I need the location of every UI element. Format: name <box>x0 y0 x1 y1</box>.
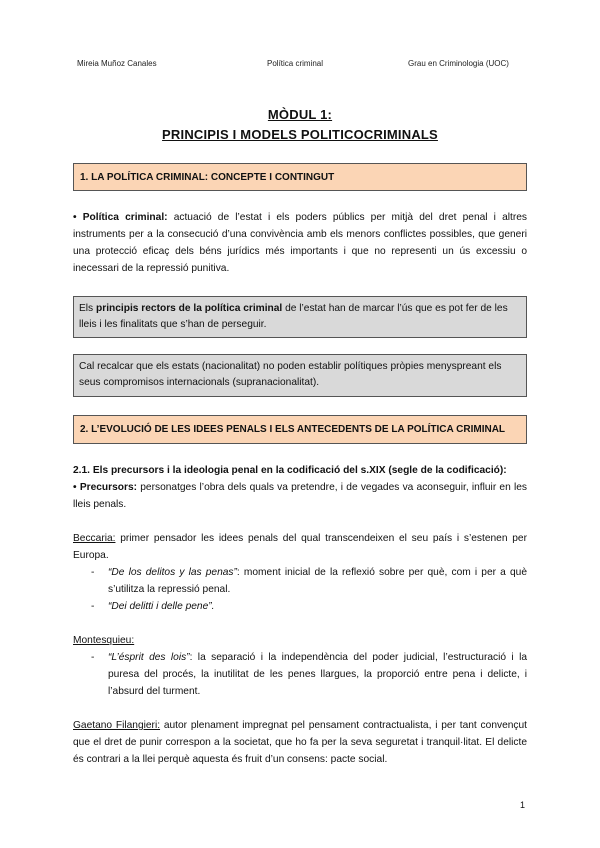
filangieri-paragraph <box>73 717 527 768</box>
header-degree: Grau en Criminologia (UOC) <box>408 59 509 68</box>
bullet-icon: • <box>73 212 77 223</box>
nationality-text: Cal recalcar que els estats (nacionalitat) no poden establir polítiques pròpies menyspreant els seus compromisos internacionals (supranacionalitat). <box>79 361 502 388</box>
section1-heading-text: 1. LA POLÍTICA CRIMINAL: CONCEPTE I CONTINGUT <box>80 171 335 183</box>
definition-term: Política criminal: <box>82 212 168 223</box>
subsection-heading <box>73 462 527 479</box>
montesquieu-item-title: “L’ésprit des lois” <box>108 652 190 663</box>
section1-heading <box>73 163 527 191</box>
dash-marker: - <box>91 567 95 578</box>
beccaria-paragraph <box>73 530 527 564</box>
principles-pre: Els <box>79 303 94 314</box>
beccaria-item1-title: “De los delitos y las penas” <box>108 567 237 578</box>
beccaria-item-1 <box>108 564 527 598</box>
beccaria-item2-title: “Dei delitti i delle pene”. <box>108 601 215 612</box>
header-author: Mireia Muñoz Canales <box>77 59 157 68</box>
montesquieu-name: Montesquieu: <box>73 635 135 646</box>
beccaria-name: Beccaria: <box>73 533 116 544</box>
dash-marker: - <box>91 652 95 663</box>
principles-text: de l’estat han de marcar l’ús que es pot fer de les lleis i les finalitats que s’han de perseguir. <box>79 303 508 330</box>
section2-heading <box>73 415 527 444</box>
precursors-paragraph <box>73 479 527 513</box>
subsection-heading-text: 2.1. Els precursors i la ideologia penal en la codificació del s.XIX (segle de la codificació): <box>73 465 507 476</box>
header-subject: Política criminal <box>267 59 324 68</box>
filangieri-text: autor plenament impregnat pel pensament contractualista, i per tant convençut que el dret de punir correspon a la societat, que ho fa per la seva seguretat i tranquil·litat. El delicte és contrari a la llei perquè aquesta és fruit d’un consens: pacte social. <box>73 720 527 765</box>
beccaria-item1-text: : moment inicial de la reflexió sobre per què, com i per a què s’utilitza la repressió penal. <box>108 567 527 595</box>
module-title: MÒDUL 1: <box>267 107 333 122</box>
nationality-box <box>73 354 527 397</box>
beccaria-item-2 <box>108 598 527 615</box>
precursors-term: Precursors: <box>79 482 138 493</box>
montesquieu-heading <box>73 632 527 649</box>
precursors-text: personatges l’obra dels quals va pretendre, i de vegades va aconseguir, influir en les lleis penals. <box>73 482 528 510</box>
principles-bold: principis rectors de la política criminal <box>96 303 283 314</box>
definition-paragraph <box>73 209 527 277</box>
montesquieu-item-text: : la separació i la independència del poder judicial, l’estructuració i la puresa del procés, la inutilitat de les penes llargues, la proporció entre pena i delicte, i l’absurd del turment. <box>108 652 528 697</box>
beccaria-text: primer pensador les idees penals del qual transcendeixen el seu país i s’estenen per Europa. <box>73 533 527 561</box>
section2-heading-text: 2. L’EVOLUCIÓ DE LES IDEES PENALS I ELS ANTECEDENTS DE LA POLÍTICA CRIMINAL <box>80 424 506 435</box>
page-number: 1 <box>520 800 526 810</box>
definition-text: actuació de l’estat i els poders públics per mitjà del dret penal i altres instruments per a la consecució d’una convivència amb els menors conflictes possibles, que generi una protecció eficaç dels béns jurídics més importants i que no representi un ús excessiu o inecessari de la repressió punitiva. <box>73 212 527 274</box>
montesquieu-item <box>108 649 527 700</box>
module-subtitle: PRINCIPIS I MODELS POLITICOCRIMINALS <box>162 127 438 142</box>
principles-box <box>73 296 527 338</box>
filangieri-name: Gaetano Filangieri: <box>73 720 161 731</box>
dash-marker: - <box>91 601 95 612</box>
bullet-icon: • <box>73 482 77 493</box>
